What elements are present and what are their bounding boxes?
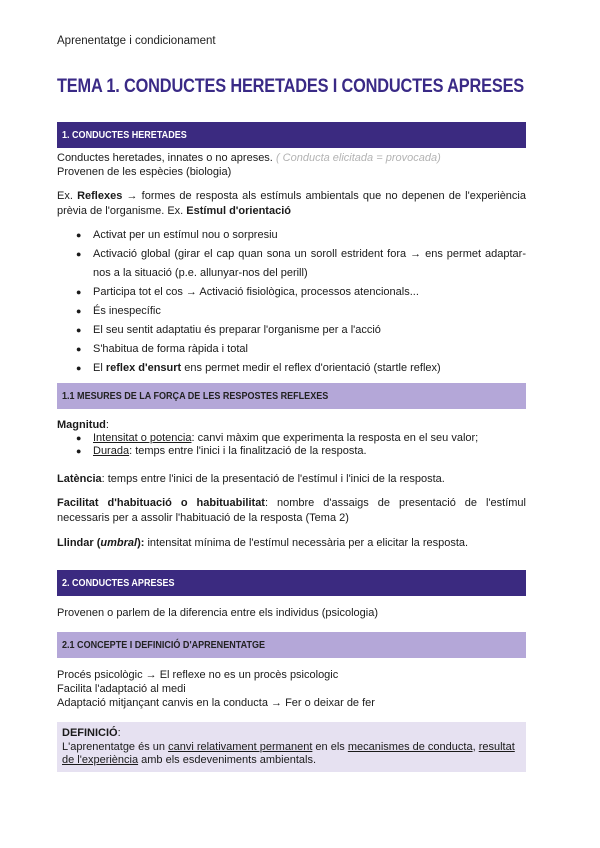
definition-label: DEFINICIÓ: bbox=[62, 727, 121, 739]
facilitat-paragraph: Facilitat d'habituació o habituabilitat: nombre d'assaigs de presentació de l'estímul necessaris per a assolir l'habituació de la resposta (Tema 2) bbox=[57, 497, 526, 524]
list-item: ● Activació global (girar el cap quan sona un soroll estrident fora → ens permet adaptar-nos a la situació (p.e. allunyar-nos del perill) bbox=[57, 245, 526, 283]
list-item: ● El reflex d'ensurt ens permet medir el reflex d'orientació (startle reflex) bbox=[57, 359, 526, 378]
list-item: ● S'habitua de forma ràpida i total bbox=[57, 340, 526, 359]
section-heading-conductes-apreses: 2. CONDUCTES APRESES bbox=[57, 570, 526, 596]
concept-line: Facilita l'adaptació al medi bbox=[57, 683, 186, 695]
orientation-bullet-list bbox=[57, 226, 526, 378]
concept-line: Adaptació mitjançant canvis en la conducta → Fer o deixar de fer bbox=[57, 697, 375, 709]
list-item: ● El seu sentit adaptatiu és preparar l'organisme per a l'acció bbox=[57, 321, 526, 340]
list-item: ● Intensitat o potencia: canvi màxim que experimenta la resposta en el seu valor; bbox=[76, 432, 479, 444]
reflexes-paragraph: Ex. Reflexes → formes de resposta als estímuls ambientals que no depenen de l'experiència prèvia de l'organisme. Ex. Estímul d'orientació bbox=[57, 190, 526, 217]
bullet-icon: ● bbox=[76, 344, 82, 354]
bullet-icon: ● bbox=[76, 249, 82, 259]
running-header: Aprenentatge i condicionament bbox=[57, 35, 216, 47]
bullet-icon: ● bbox=[76, 325, 82, 335]
definition-box bbox=[57, 722, 526, 772]
magnitud-label: Magnitud: bbox=[57, 419, 109, 431]
concept-line: Procés psicològic → El reflexe no es un procès psicologic bbox=[57, 669, 339, 681]
intro-line: Conductes heretades, innates o no apreses. ( Conducta elicitada = provocada) bbox=[57, 152, 441, 164]
magnitud-list bbox=[57, 432, 526, 458]
bullet-icon: ● bbox=[76, 287, 82, 297]
section-heading-mesures: 1.1 MESURES DE LA FORÇA DE LES RESPOSTES REFLEXES bbox=[57, 383, 526, 409]
bullet-icon: ● bbox=[76, 230, 82, 240]
apreses-line: Provenen o parlem de la diferencia entre els individus (psicologia) bbox=[57, 607, 379, 619]
bullet-icon: ● bbox=[76, 433, 82, 443]
latencia-paragraph: Latència: temps entre l'inici de la presentació de l'estímul i l'inici de la resposta. bbox=[57, 473, 445, 485]
bullet-icon: ● bbox=[76, 446, 82, 456]
section-heading-conductes-heretades: 1. CONDUCTES HERETADES bbox=[57, 122, 526, 148]
bullet-icon: ● bbox=[76, 363, 82, 373]
origin-line: Provenen de les espècies (biologia) bbox=[57, 166, 232, 178]
list-item: ● Participa tot el cos → Activació fisiològica, processos atencionals... bbox=[57, 283, 526, 302]
list-item: ● És inespecífic bbox=[57, 302, 526, 321]
list-item: ● Durada: temps entre l'inici i la finalització de la resposta. bbox=[76, 445, 367, 457]
definition-text: L'aprenentatge és un canvi relativament permanent en els mecanismes de conducta, resultat de l'experiència amb els esdeveniments ambientals. bbox=[62, 740, 515, 766]
section-heading-concepte: 2.1 CONCEPTE I DEFINICIÓ D'APRENENTATGE bbox=[57, 632, 526, 658]
document-title: TEMA 1. CONDUCTES HERETADES I CONDUCTES APRESES bbox=[57, 76, 525, 97]
bullet-icon: ● bbox=[76, 306, 82, 316]
list-item: ● Activat per un estímul nou o sorpresiu bbox=[57, 226, 526, 245]
llindar-paragraph: Llindar (umbral): intensitat mínima de l'estímul necessària per a elicitar la resposta. bbox=[57, 537, 469, 549]
note-text: ( Conducta elicitada = provocada) bbox=[275, 152, 441, 164]
